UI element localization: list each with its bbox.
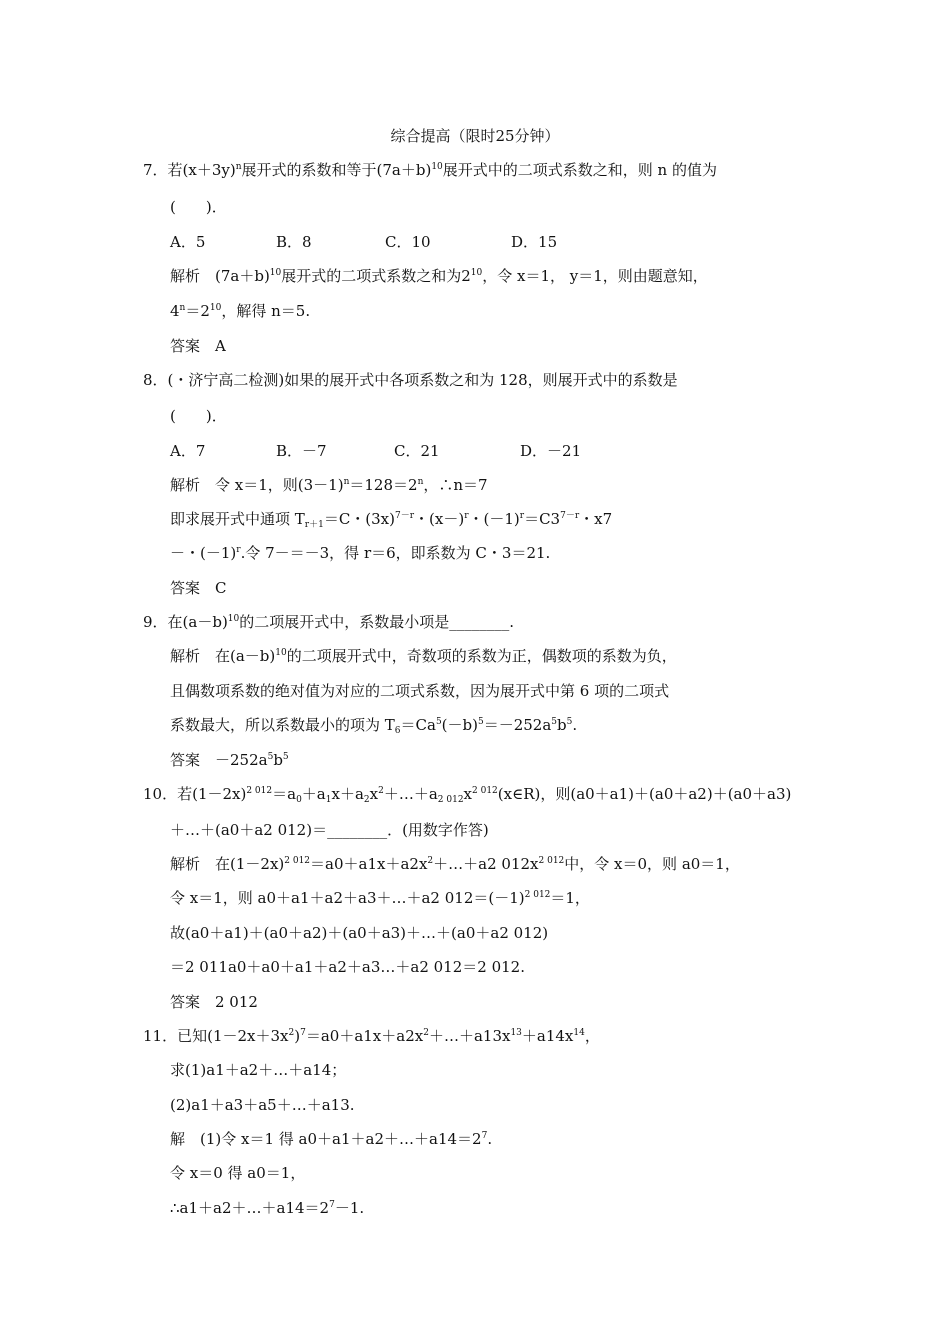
q11-l1-a: 11．已知(1－2x＋3x [143, 1027, 289, 1045]
q10-sol2-sup: 2 012 [524, 890, 551, 900]
q10-solution-line-3: 故(a0＋a1)＋(a0＋a2)＋(a0＋a3)＋…＋(a0＋a2 012) [170, 924, 549, 942]
q8-sol1-c: ，∴n＝7 [423, 476, 488, 494]
q8-solution-line-1 [170, 475, 488, 495]
q8-solution-line-3 [170, 543, 550, 563]
q9-sol3-c: (－b) [441, 716, 478, 734]
q11-line-3: (2)a1＋a3＋a5＋…＋a13. [170, 1096, 355, 1114]
q9-text-b: 的二项展开式中，系数最小项是________. [239, 613, 515, 631]
q11-l1-d: ＋…＋a13x [428, 1027, 511, 1045]
q9-sol3-f: . [572, 716, 578, 734]
q10-l1-c: ＋a [301, 785, 326, 803]
q11-l1-c: ＝a0＋a1x＋a2x [305, 1027, 424, 1045]
q8-sol3-sup: r [236, 545, 241, 555]
q7-text-b: 展开式的系数和等于(7a＋b) [241, 161, 432, 179]
q11-l1-sup3: 2 [423, 1028, 429, 1038]
q8-options [170, 441, 581, 461]
q11-solution-line-3 [170, 1198, 364, 1218]
q10-l1-b: ＝a [272, 785, 297, 803]
q11-l1-sup2: 7 [300, 1028, 306, 1038]
q8-answer: 答案 C [170, 579, 227, 597]
q11-s3-sup: 7 [329, 1200, 335, 1210]
q8-sol2-d: ・(－1) [468, 510, 520, 528]
q9-sol3-sup1: 5 [435, 717, 442, 727]
q8-solution-line-2 [170, 509, 612, 529]
q7-sol1-b: 展开式的二项式系数之和为2 [281, 267, 471, 285]
question-8: 8．(・济宁高二检测)如果的展开式中各项系数之和为 128，则展开式中的系数是 [143, 371, 678, 389]
q10-sol2-a: 令 x＝1，则 a0＋a1＋a2＋a3＋…＋a2 012＝(－1) [170, 889, 525, 907]
q9-sol1-sup: 10 [275, 648, 287, 658]
q7-solution-line-1 [170, 266, 708, 286]
q9-sol3-e: b [557, 716, 567, 734]
q8-option-b: B．－7 [276, 442, 327, 460]
q8-sol2-sup4: 7－r [560, 511, 580, 521]
q10-l1-sup2: 2 [378, 786, 384, 796]
q7-sup-a: n [235, 162, 242, 172]
q11-solution-line-1 [170, 1129, 492, 1149]
q8-sol2-sub: r＋1 [304, 520, 324, 530]
q11-s1-sup: 7 [481, 1131, 488, 1141]
q7-sol2-sup1: n [179, 303, 186, 313]
q8-paren: ( )． [170, 407, 227, 425]
q9-text-a: 9．在(a－b) [143, 613, 228, 631]
q10-l1-d: x＋a [331, 785, 364, 803]
q10-solution-line-1 [170, 854, 740, 874]
q9-answer-sup1: 5 [267, 752, 274, 762]
q10-l1-h: (x∈R)，则(a0＋a1)＋(a0＋a2)＋(a0＋a3) [497, 785, 792, 803]
q10-sol1-b: ＝a0＋a1x＋a2x [310, 855, 428, 873]
q9-sol3-sup4: 5 [566, 717, 573, 727]
q11-line-2: 求(1)a1＋a2＋…＋a14； [170, 1061, 347, 1079]
q11-solution-line-2: 令 x＝0 得 a0＝1， [170, 1164, 306, 1182]
q7-option-a: A．5 [170, 233, 206, 251]
q10-sol1-sup1: 2 012 [284, 856, 311, 866]
q9-answer-a: 答案 －252a [170, 751, 268, 769]
q8-sol3-b: .令 7－＝－3，得 r＝6，即系数为 C・3＝21. [240, 544, 551, 562]
q7-option-c: C．10 [385, 233, 431, 251]
q8-sol2-c: ・(x－) [414, 510, 465, 528]
question-10 [143, 784, 791, 804]
q10-l1-f: ＋…＋a [383, 785, 438, 803]
q9-solution-line-3 [170, 715, 577, 735]
q9-sol3-sup3: 5 [551, 717, 558, 727]
q7-sol1-sup2: 10 [470, 268, 483, 278]
q7-paren: ( )． [170, 198, 227, 216]
q10-solution-line-4: ＝2 011a0＋a0＋a1＋a2＋a3…＋a2 012＝2 012. [170, 958, 525, 976]
q7-text-a: 7．若(x＋3y) [143, 161, 236, 179]
q9-sol3-b: ＝Ca [400, 716, 436, 734]
q7-sol2-b: ＝2 [185, 302, 210, 320]
q7-sol1-sup1: 10 [269, 268, 282, 278]
q10-l1-a: 10．若(1－2x) [143, 785, 247, 803]
q10-solution-line-2 [170, 888, 590, 908]
q10-answer: 答案 2 012 [170, 993, 258, 1011]
q8-sol3-a: －・(－1) [170, 544, 237, 562]
q10-sol1-c: ＋…＋a2 012x [433, 855, 539, 873]
q7-sup-b: 10 [431, 162, 443, 172]
q10-l1-sub4: 2 012 [437, 795, 464, 805]
q10-l1-sub3: 2 [363, 795, 370, 805]
q11-l1-sup4: 13 [510, 1028, 522, 1038]
q8-sol1-sup2: n [417, 477, 424, 487]
q8-sol2-a: 即求展开式中通项 T [170, 510, 305, 528]
q7-solution-line-2 [170, 301, 310, 321]
q10-l1-sup1: 2 012 [246, 786, 273, 796]
q8-sol2-sup3: r [519, 511, 525, 521]
q9-answer [170, 750, 289, 770]
q11-l1-f: ， [584, 1027, 600, 1045]
question-9 [143, 612, 514, 632]
q7-option-d: D．15 [511, 233, 558, 251]
q8-sol1-a: 解析 令 x＝1，则(3－1) [170, 476, 344, 494]
q10-l1-e: x [369, 785, 379, 803]
q7-sol2-sup2: 10 [209, 303, 222, 313]
q11-s1-b: . [487, 1130, 493, 1148]
q8-option-d: D．－21 [520, 442, 582, 460]
q8-option-c: C．21 [394, 442, 440, 460]
q7-options [170, 232, 557, 252]
q9-sol3-sup2: 5 [477, 717, 484, 727]
q7-sol1-a: 解析 (7a＋b) [170, 267, 270, 285]
q10-l1-sub1: 0 [296, 795, 302, 805]
q9-sol3-sub: 6 [394, 726, 401, 736]
q8-sol2-e: ＝C3 [524, 510, 561, 528]
q8-sol1-b: ＝128＝2 [349, 476, 418, 494]
q10-sol1-sup2: 2 [427, 856, 434, 866]
q8-sol2-b: ＝C・(3x) [323, 510, 395, 528]
q10-l1-g: x [463, 785, 473, 803]
q10-l1-sup3: 2 012 [472, 786, 498, 796]
q11-l1-sup1: 2 [288, 1028, 295, 1038]
question-7 [143, 160, 717, 180]
q10-l1-sub2: 1 [325, 795, 332, 805]
q8-sol2-sup1: 7－r [395, 511, 415, 521]
q11-s3-a: ∴a1＋a2＋…＋a14＝2 [170, 1199, 330, 1217]
q9-sol1-a: 解析 在(a－b) [170, 647, 276, 665]
q10-line-2: ＋…＋(a0＋a2 012)＝________．(用数字作答) [170, 821, 489, 839]
q11-s1-a: 解 (1)令 x＝1 得 a0＋a1＋a2＋…＋a14＝2 [170, 1130, 482, 1148]
q9-answer-sup2: 5 [282, 752, 289, 762]
q10-sol1-sup3: 2 012 [538, 856, 565, 866]
q9-solution-line-2: 且偶数项系数的绝对值为对应的二项式系数，因为展开式中第 6 项的二项式 [170, 682, 670, 700]
q7-sol2-a: 4 [170, 302, 180, 320]
q11-s3-b: －1. [334, 1199, 365, 1217]
q7-sol1-c: ，令 x＝1， y＝1，则由题意知， [482, 267, 708, 285]
q9-sup-a: 10 [227, 614, 240, 624]
q9-answer-b: b [273, 751, 283, 769]
q7-sol2-c: ，解得 n＝5. [221, 302, 311, 320]
q10-sol1-d: 中，令 x＝0，则 a0＝1， [564, 855, 740, 873]
q11-l1-sup5: 14 [573, 1028, 585, 1038]
q7-option-b: B．8 [276, 233, 312, 251]
q11-l1-b: ) [294, 1027, 301, 1045]
q11-l1-e: ＋a14x [521, 1027, 574, 1045]
q7-text-c: 展开式中的二项式系数之和，则 n 的值为 [442, 161, 717, 179]
q8-sol2-f: ・x7 [579, 510, 613, 528]
q9-sol3-d: ＝－252a [483, 716, 552, 734]
q9-sol1-b: 的二项展开式中，奇数项的系数为正，偶数项的系数为负， [286, 647, 677, 665]
section-title: 综合提高（限时25分钟） [390, 127, 560, 145]
q8-sol2-sup2: r [464, 511, 469, 521]
q10-sol1-a: 解析 在(1－2x) [170, 855, 285, 873]
q8-option-a: A．7 [170, 442, 206, 460]
q10-sol2-b: ＝1， [550, 889, 590, 907]
q7-answer: 答案 A [170, 337, 226, 355]
question-11 [143, 1026, 600, 1046]
q9-sol3-a: 系数最大，所以系数最小的项为 T [170, 716, 395, 734]
q9-solution-line-1 [170, 646, 677, 666]
q8-sol1-sup1: n [343, 477, 350, 487]
